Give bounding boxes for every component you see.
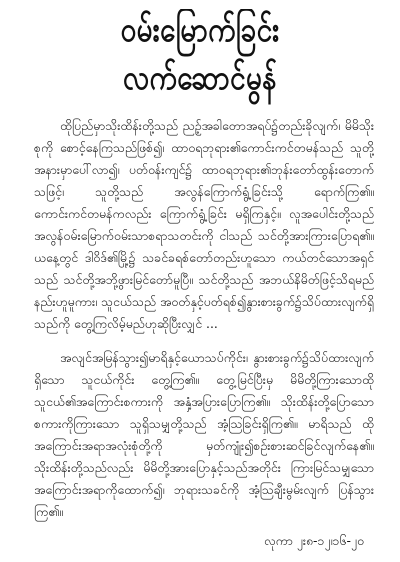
title-block xyxy=(0,8,400,100)
title-line-1: ဝမ်းမြောက်ခြင်း xyxy=(120,10,280,50)
article-body xyxy=(34,115,374,523)
paragraph-1: ထိုပြည်မှာသိုးထိန်းတို့သည် ညဉ့်အခါတောအရပ်၌တည်းခိုလျက်၊ မိမိသိုးစုကို စောင့်နေကြသည်ဖြစ်၍၊ ထာဝရဘုရား၏ကောင်းကင်တမန်သည် သူတို့အနားမှာပေါ်လာ၍၊ ပတ်ဝန်းကျင်၌ ထာဝရဘုရား၏ဘုန်းတော်ထွန်းတောက်သဖြင့်၊ သူတို့သည် အလွန်ကြောက်ရွံ့ခြင်းသို့ ရောက်ကြ၏။ ကောင်းကင်တမန်ကလည်း ကြောက်ရွံ့ခြင်း မရှိကြနှင့်။ လူအပေါင်းတို့သည် အလွန်ဝမ်းမြောက်ဝမ်းသာစရာသတင်းကို ငါသည် သင်တို့အားကြားပြောရ၏။ ယနေ့တွင် ဒါဝိဒ်၏မြို့၌ သခင်ခရစ်တော်တည်းဟူသော ကယ်တင်သောအရှင်သည် သင်တို့အဘို့ဖွားမြင်တော်မူပြီ။ သင်တို့သည် အဘယ်နိမိတ်ဖြင့်သိရမည်နည်းဟူမူကား၊ သူငယ်သည် အဝတ်နှင့်ပတ်ရစ်၍နွားစားခွက်၌သိပ်ထားလျက်ရှိသည်ကို တွေ့ကြလိမ့်မည်ဟုဆိုပြီးလျှင် ... xyxy=(34,118,374,331)
scripture-reference: လုကာ ၂း၈-၁၂၊၁၆-၂၀ xyxy=(263,533,364,548)
paragraph-2: အလျင်အမြန်သွား၍မာရိနှင့်ယောသပ်ကိုင်း၊ နွားစားခွက်၌သိပ်ထားလျက်ရှိသော သူငယ်ကိုင်း တွေ့ကြ၏။ တွေ့မြင်ပြီးမှ မိမိတို့ကြားသောထိုသူငယ်၏အကြောင်းစကားကို အနှံ့အပြားပြောကြ၏။ သိုးထိန်းတို့ပြောသောစကားကိုကြားသော သူရှိသမျှတို့သည် အံ့သြခြင်းရှိကြ၏။ မာရိသည် ထိုအကြောင်းအရာအလုံးစုံတို့ကို မှတ်ကျုံး၍စဉ်းစားဆင်ခြင်လျက်နေ၏။ သိုးထိန်းတို့သည်လည်း မိမိတို့အားပြောနှင့်သည်အတိုင်း ကြားမြင်သမျှသောအကြောင်းအရာကိုထောက်၍၊ ဘုရားသခင်ကို အံ့သြချီးမွမ်းလျက် ပြန်သွားကြ၏။ xyxy=(34,350,374,519)
title-line-2: လက်ဆောင်မွန် xyxy=(122,58,278,98)
